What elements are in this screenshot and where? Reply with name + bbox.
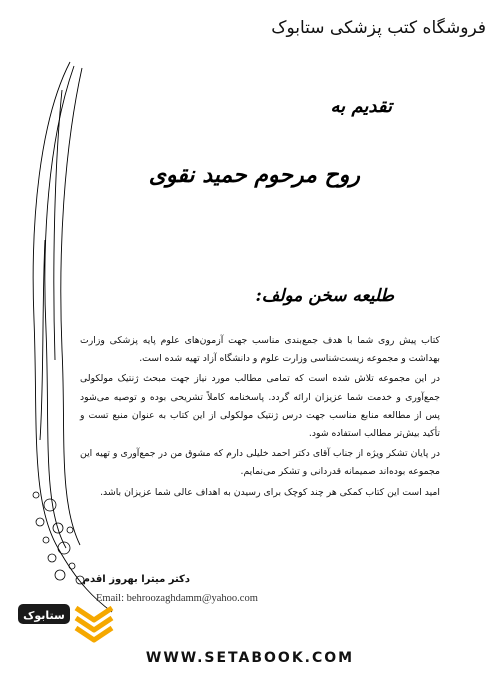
dedication-title: تقدیم به	[330, 96, 392, 117]
preface-paragraph: در پایان تشکر ویژه از جناب آقای دکتر احمد خلیلی دارم که مشوق من در جمع‌آوری و تهیه این مجموعه بوده‌اند صمیمانه قدردانی و تشکر می‌نمایم.	[80, 448, 440, 478]
author-email: Email: behroozaghdamm@yahoo.com	[96, 593, 258, 604]
preface-paragraph: در این مجموعه تلاش شده است که تمامی مطالب مورد نیاز جهت مبحث ژنتیک مولکولی جمع‌آوری و خدمت شما عزیزان ارائه گردد. پاسخنامه کاملاً تشریحی بوده و توصیه می‌شود پس از مطالعه منابع مناسب جهت درس ژنتیک مولکولی از این کتاب به عنوان منبع تست و تأکید بیش‌تر مطالب استفاده شود.	[80, 373, 440, 440]
setabook-logo-icon	[16, 598, 136, 648]
preface-paragraph: کتاب پیش روی شما با هدف جمع‌بندی مناسب جهت آزمون‌های علوم پایه پزشکی وزارت بهداشت و مجموعه زیست‌شناسی وزارت علوم و دانشگاه آزاد تهیه شده است.	[80, 335, 440, 365]
author-name: دکتر میترا بهروز اقدم	[82, 574, 190, 585]
logo-text: ستابوک	[23, 609, 65, 622]
store-header: فروشگاه کتب پزشکی ستابوک	[271, 18, 486, 38]
preface-body	[80, 332, 440, 502]
site-url: WWW.SETABOOK.COM	[145, 650, 355, 666]
preface-heading: طلیعه سخن مولف:	[255, 286, 394, 306]
preface-paragraph: امید است این کتاب کمکی هر چند کوچک برای رسیدن به اهداف عالی شما عزیزان باشد.	[100, 486, 440, 498]
dedication-name: روح مرحوم حمید نقوی	[148, 162, 360, 188]
